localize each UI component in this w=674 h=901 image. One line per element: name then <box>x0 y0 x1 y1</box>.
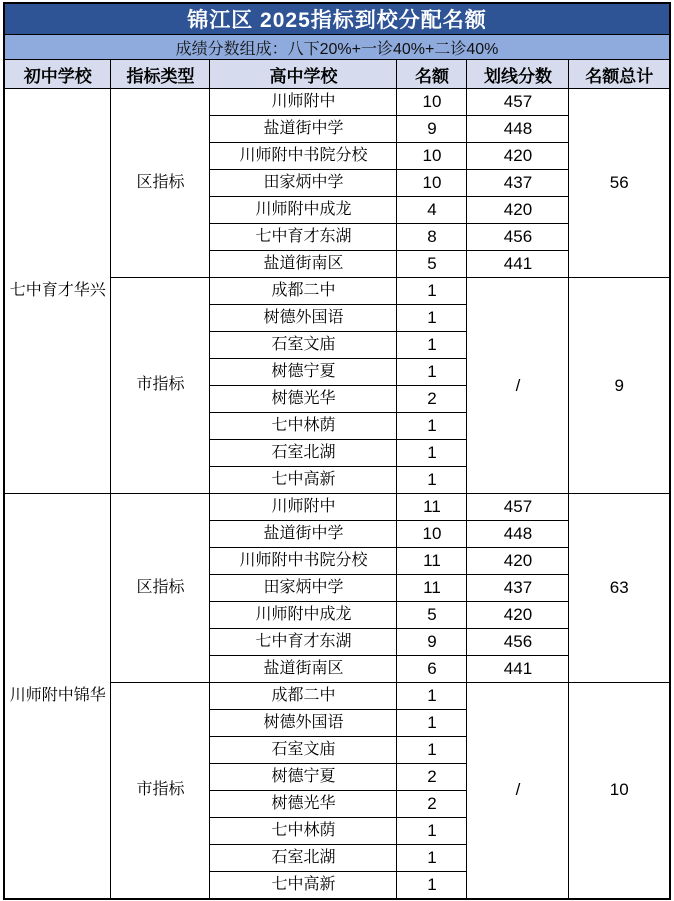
quota-cell: 10 <box>397 143 467 170</box>
title-row <box>4 3 670 35</box>
junior-school-cell: 七中育才华兴 <box>4 89 111 494</box>
col-header-quota-total: 名额总计 <box>569 60 670 89</box>
quota-cell: 1 <box>397 359 467 386</box>
col-header-quota: 名额 <box>397 60 467 89</box>
junior-school-cell: 川师附中锦华 <box>4 494 111 899</box>
cutoff-score-cell: 448 <box>467 521 569 548</box>
page-title: 锦江区 2025指标到校分配名额 <box>4 3 670 35</box>
quota-cell: 1 <box>397 467 467 494</box>
quota-cell: 2 <box>397 764 467 791</box>
high-school-cell: 七中育才东湖 <box>210 629 397 656</box>
cutoff-score-cell: 420 <box>467 602 569 629</box>
high-school-cell: 石室文庙 <box>210 332 397 359</box>
cutoff-score-cell: 437 <box>467 170 569 197</box>
high-school-cell: 盐道街南区 <box>210 251 397 278</box>
quota-total-cell: 56 <box>569 89 670 278</box>
quota-cell: 1 <box>397 710 467 737</box>
table-row <box>4 494 670 521</box>
quota-cell: 1 <box>397 845 467 872</box>
high-school-cell: 树德光华 <box>210 386 397 413</box>
cutoff-score-cell: 420 <box>467 143 569 170</box>
subtitle-row <box>4 35 670 60</box>
quota-cell: 4 <box>397 197 467 224</box>
quota-total-cell: 9 <box>569 278 670 494</box>
high-school-cell: 川师附中 <box>210 89 397 116</box>
high-school-cell: 树德宁夏 <box>210 764 397 791</box>
high-school-cell: 七中林荫 <box>210 818 397 845</box>
col-header-junior-school: 初中学校 <box>4 60 111 89</box>
cutoff-score-merged-cell: / <box>467 683 569 899</box>
quota-cell: 1 <box>397 278 467 305</box>
col-header-cutoff-score: 划线分数 <box>467 60 569 89</box>
high-school-cell: 七中林荫 <box>210 413 397 440</box>
col-header-quota-type: 指标类型 <box>111 60 210 89</box>
high-school-cell: 树德外国语 <box>210 710 397 737</box>
column-header-row <box>4 60 670 89</box>
cutoff-score-cell: 441 <box>467 251 569 278</box>
cutoff-score-cell: 457 <box>467 89 569 116</box>
quota-cell: 1 <box>397 818 467 845</box>
table-head <box>4 3 670 89</box>
high-school-cell: 盐道街中学 <box>210 521 397 548</box>
high-school-cell: 七中高新 <box>210 872 397 899</box>
quota-cell: 11 <box>397 575 467 602</box>
cutoff-score-cell: 441 <box>467 656 569 683</box>
quota-cell: 9 <box>397 629 467 656</box>
quota-type-cell: 市指标 <box>111 278 210 494</box>
high-school-cell: 七中高新 <box>210 467 397 494</box>
table-row <box>4 89 670 116</box>
cutoff-score-cell: 420 <box>467 548 569 575</box>
cutoff-score-cell: 456 <box>467 224 569 251</box>
quota-cell: 11 <box>397 548 467 575</box>
quota-cell: 1 <box>397 683 467 710</box>
quota-cell: 9 <box>397 116 467 143</box>
quota-cell: 5 <box>397 251 467 278</box>
high-school-cell: 树德光华 <box>210 791 397 818</box>
high-school-cell: 成都二中 <box>210 683 397 710</box>
quota-cell: 2 <box>397 386 467 413</box>
quota-cell: 2 <box>397 791 467 818</box>
high-school-cell: 盐道街南区 <box>210 656 397 683</box>
high-school-cell: 田家炳中学 <box>210 170 397 197</box>
quota-cell: 1 <box>397 872 467 899</box>
high-school-cell: 七中育才东湖 <box>210 224 397 251</box>
high-school-cell: 川师附中书院分校 <box>210 548 397 575</box>
cutoff-score-cell: 456 <box>467 629 569 656</box>
quota-cell: 1 <box>397 413 467 440</box>
cutoff-score-cell: 420 <box>467 197 569 224</box>
cutoff-score-merged-cell: / <box>467 278 569 494</box>
high-school-cell: 树德宁夏 <box>210 359 397 386</box>
high-school-cell: 川师附中书院分校 <box>210 143 397 170</box>
quota-cell: 1 <box>397 332 467 359</box>
high-school-cell: 川师附中 <box>210 494 397 521</box>
high-school-cell: 石室文庙 <box>210 737 397 764</box>
quota-cell: 1 <box>397 440 467 467</box>
quota-cell: 11 <box>397 494 467 521</box>
high-school-cell: 盐道街中学 <box>210 116 397 143</box>
quota-cell: 10 <box>397 521 467 548</box>
quota-cell: 10 <box>397 170 467 197</box>
high-school-cell: 成都二中 <box>210 278 397 305</box>
high-school-cell: 川师附中成龙 <box>210 602 397 629</box>
quota-cell: 1 <box>397 737 467 764</box>
high-school-cell: 川师附中成龙 <box>210 197 397 224</box>
score-composition-note: 成绩分数组成：八下20%+一诊40%+二诊40% <box>4 35 670 60</box>
high-school-cell: 树德外国语 <box>210 305 397 332</box>
cutoff-score-cell: 437 <box>467 575 569 602</box>
quota-cell: 5 <box>397 602 467 629</box>
quota-cell: 1 <box>397 305 467 332</box>
allocation-table <box>3 2 671 900</box>
quota-cell: 8 <box>397 224 467 251</box>
high-school-cell: 石室北湖 <box>210 845 397 872</box>
quota-type-cell: 区指标 <box>111 89 210 278</box>
quota-cell: 10 <box>397 89 467 116</box>
high-school-cell: 石室北湖 <box>210 440 397 467</box>
cutoff-score-cell: 448 <box>467 116 569 143</box>
quota-type-cell: 区指标 <box>111 494 210 683</box>
col-header-high-school: 高中学校 <box>210 60 397 89</box>
quota-cell: 6 <box>397 656 467 683</box>
quota-type-cell: 市指标 <box>111 683 210 899</box>
high-school-cell: 田家炳中学 <box>210 575 397 602</box>
cutoff-score-cell: 457 <box>467 494 569 521</box>
quota-total-cell: 10 <box>569 683 670 899</box>
table-body <box>4 89 670 899</box>
quota-total-cell: 63 <box>569 494 670 683</box>
